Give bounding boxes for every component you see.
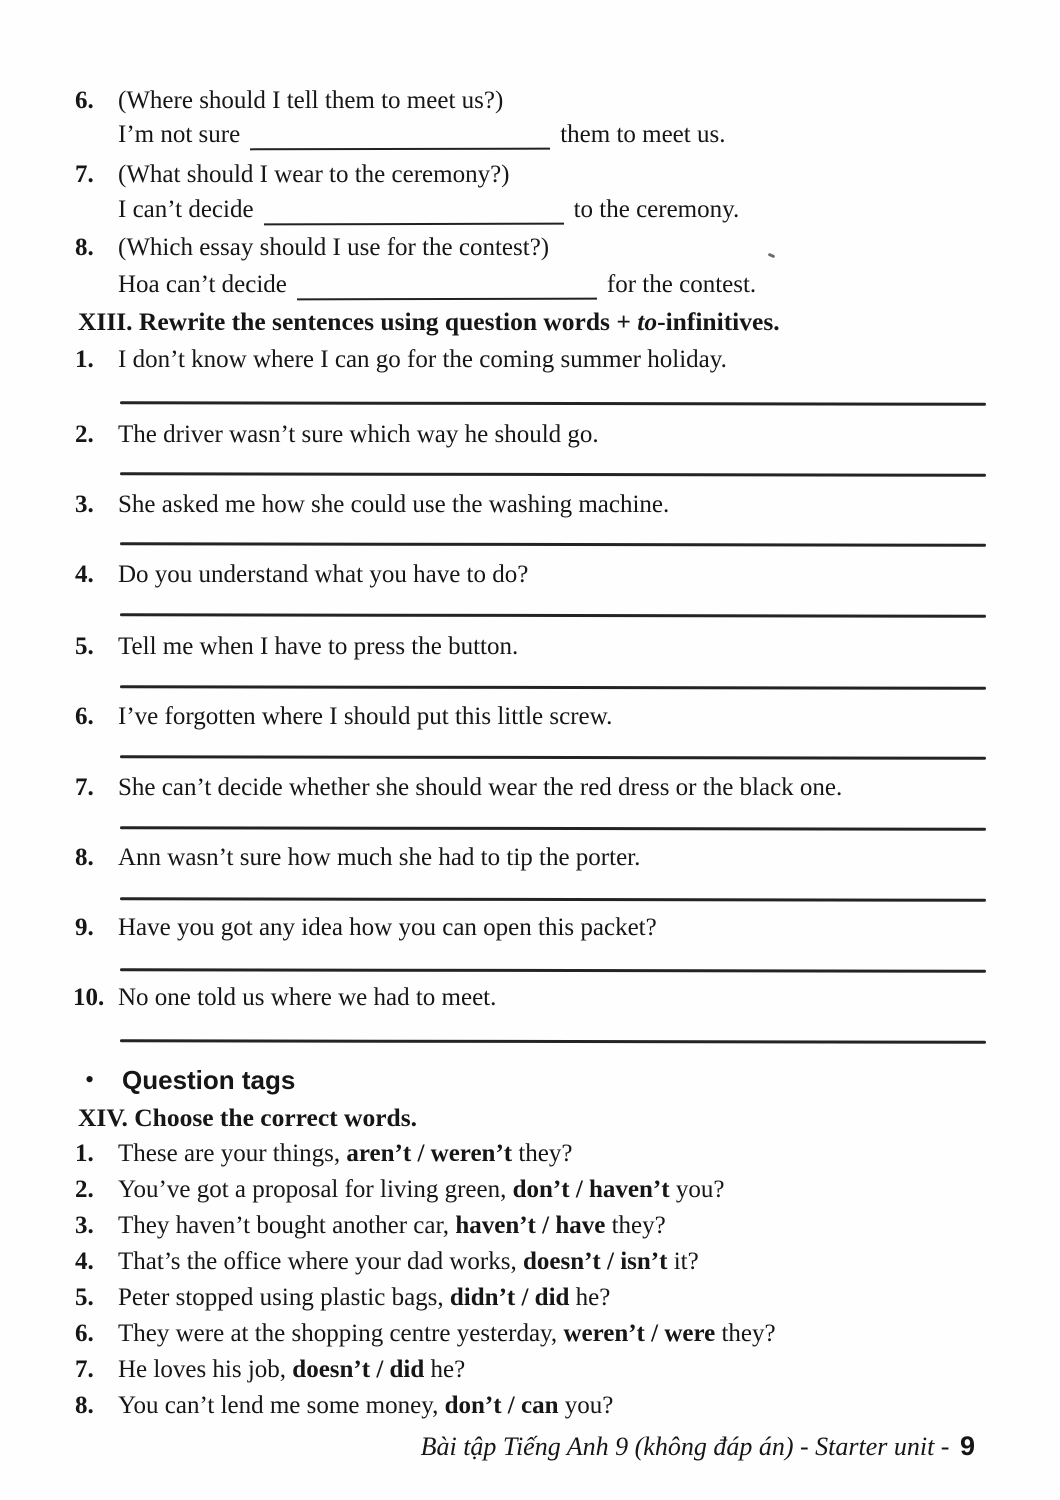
- answer-prefix: I’m not sure: [118, 121, 241, 148]
- sentence-text: Do you understand what you have to do?: [118, 561, 529, 588]
- answer-rule-line: [120, 472, 986, 476]
- sentence-prefix: He loves his job,: [118, 1356, 293, 1383]
- question-text: (Which essay should I use for the contest?): [118, 234, 550, 261]
- sentence-text: Ann wasn’t sure how much she had to tip the porter.: [118, 844, 641, 871]
- sentence-suffix: you?: [669, 1176, 725, 1203]
- choice-options: aren’t / weren’t: [346, 1140, 513, 1167]
- sentence-text: The driver wasn’t sure which way he should go.: [118, 421, 599, 448]
- sentence-suffix: they?: [605, 1212, 666, 1239]
- item-number: 6.: [75, 87, 94, 114]
- item-number: 7.: [75, 161, 94, 188]
- item-number: 2.: [75, 1176, 94, 1203]
- rewrite-item-6: [0, 702, 1060, 736]
- sentence-prefix: You’ve got a proposal for living green,: [118, 1176, 513, 1203]
- answer-rule-line: [120, 755, 986, 759]
- item-number: 6.: [75, 1320, 94, 1347]
- item-number: 1.: [75, 346, 94, 373]
- sentence-prefix: They were at the shopping centre yesterday,: [118, 1320, 564, 1347]
- answer-rule-line: [120, 542, 986, 546]
- item-number: 8.: [75, 1392, 94, 1419]
- sentence-suffix: they?: [715, 1320, 776, 1347]
- item-number: 7.: [75, 1356, 94, 1383]
- answer-blank: [297, 274, 597, 301]
- choice-options: doesn’t / did: [292, 1356, 425, 1383]
- answer-suffix: to the ceremony.: [573, 196, 740, 223]
- answer-suffix: for the contest.: [606, 271, 757, 298]
- answer-rule-line: [120, 1039, 986, 1043]
- choice-options: doesn’t / isn’t: [522, 1248, 668, 1275]
- sentence-prefix: They haven’t bought another car,: [118, 1212, 456, 1239]
- rewrite-item-7: [0, 773, 1060, 807]
- tag-item-5: [0, 1283, 1060, 1317]
- rewrite-item-8: [0, 843, 1060, 877]
- bullet-icon: •: [85, 1065, 95, 1094]
- tag-item-7: [0, 1355, 1060, 1389]
- answer-rule-line: [120, 685, 986, 689]
- sentence-suffix: it?: [667, 1248, 699, 1275]
- sentence-prefix: That’s the office where your dad works,: [118, 1248, 523, 1275]
- fill-item-8-answer: [0, 270, 1060, 304]
- item-number: 4.: [75, 561, 94, 588]
- heading-text-end: -infinitives.: [657, 307, 780, 336]
- fill-item-8-question: [0, 233, 1060, 267]
- fill-item-7-question: [0, 160, 1060, 194]
- answer-rule-line: [120, 826, 986, 830]
- fill-item-7-answer: [0, 195, 1060, 229]
- sentence-text: She asked me how she could use the washing machine.: [118, 491, 670, 518]
- answer-rule-line: [120, 897, 986, 901]
- item-number: 1.: [75, 1140, 94, 1167]
- question-tags-title: Question tags: [122, 1065, 296, 1095]
- tag-item-1: [0, 1139, 1060, 1173]
- answer-blank: [250, 124, 550, 151]
- answer-rule-line: [120, 401, 986, 405]
- rewrite-item-3: [0, 490, 1060, 524]
- sentence-prefix: You can’t lend me some money,: [118, 1392, 445, 1419]
- tag-item-6: [0, 1319, 1060, 1353]
- fill-item-6-question: [0, 86, 1060, 120]
- sentence-text: She can’t decide whether she should wear the red dress or the black one.: [118, 774, 843, 801]
- answer-prefix: I can’t decide: [118, 196, 254, 223]
- item-number: 7.: [75, 774, 94, 801]
- item-number: 9.: [75, 914, 94, 941]
- rewrite-item-4: [0, 560, 1060, 594]
- sentence-text: Have you got any idea how you can open this packet?: [118, 914, 657, 941]
- choice-options: weren’t / were: [563, 1320, 716, 1347]
- rewrite-item-9: [0, 913, 1060, 947]
- choice-options: don’t / can: [444, 1392, 559, 1419]
- rewrite-item-5: [0, 632, 1060, 666]
- rewrite-item-10: [0, 983, 1060, 1017]
- sentence-text: I’ve forgotten where I should put this little screw.: [118, 703, 613, 730]
- sentence-text: Tell me when I have to press the button.: [118, 633, 519, 660]
- sentence-suffix: you?: [558, 1392, 614, 1419]
- section-13-heading: [78, 306, 780, 338]
- section-14-heading: [78, 1102, 417, 1134]
- item-number: 3.: [75, 491, 94, 518]
- heading-italic-word: to: [637, 307, 658, 336]
- item-number: 6.: [75, 703, 94, 730]
- answer-blank: [264, 199, 564, 226]
- rewrite-item-2: [0, 420, 1060, 454]
- fill-item-6-answer: [0, 120, 1060, 154]
- answer-suffix: them to meet us.: [560, 121, 726, 148]
- choice-options: haven’t / have: [455, 1212, 606, 1239]
- tag-item-3: [0, 1211, 1060, 1245]
- answer-rule-line: [120, 613, 986, 617]
- item-number: 5.: [75, 1284, 94, 1311]
- heading-text: XIII. Rewrite the sentences using question words +: [78, 307, 638, 336]
- page-number: 9: [959, 1431, 975, 1461]
- sentence-prefix: These are your things,: [118, 1140, 347, 1167]
- rewrite-item-1: [0, 345, 1060, 379]
- choice-options: don’t / haven’t: [512, 1176, 670, 1203]
- page-footer: [421, 1430, 975, 1463]
- item-number: 10.: [73, 984, 105, 1011]
- footer-title: Bài tập Tiếng Anh 9 (không đáp án) - Starter unit -: [420, 1432, 956, 1461]
- question-text: (What should I wear to the ceremony?): [118, 161, 510, 188]
- tag-item-8: [0, 1391, 1060, 1425]
- item-number: 3.: [75, 1212, 94, 1239]
- sentence-suffix: he?: [569, 1284, 611, 1311]
- item-number: 5.: [75, 633, 94, 660]
- sentence-text: No one told us where we had to meet.: [118, 984, 497, 1011]
- choice-options: didn’t / did: [449, 1284, 570, 1311]
- item-number: 8.: [75, 844, 94, 871]
- answer-prefix: Hoa can’t decide: [118, 271, 287, 298]
- item-number: 2.: [75, 421, 94, 448]
- heading-text: XIV. Choose the correct words.: [78, 1103, 418, 1132]
- item-number: 4.: [75, 1248, 94, 1275]
- tag-item-2: [0, 1175, 1060, 1209]
- item-number: 8.: [75, 234, 94, 261]
- sentence-text: I don’t know where I can go for the coming summer holiday.: [118, 346, 727, 373]
- answer-rule-line: [120, 968, 986, 972]
- sentence-suffix: he?: [424, 1356, 466, 1383]
- question-text: (Where should I tell them to meet us?): [118, 87, 504, 114]
- tag-item-4: [0, 1247, 1060, 1281]
- sentence-prefix: Peter stopped using plastic bags,: [118, 1284, 450, 1311]
- sentence-suffix: they?: [512, 1140, 573, 1167]
